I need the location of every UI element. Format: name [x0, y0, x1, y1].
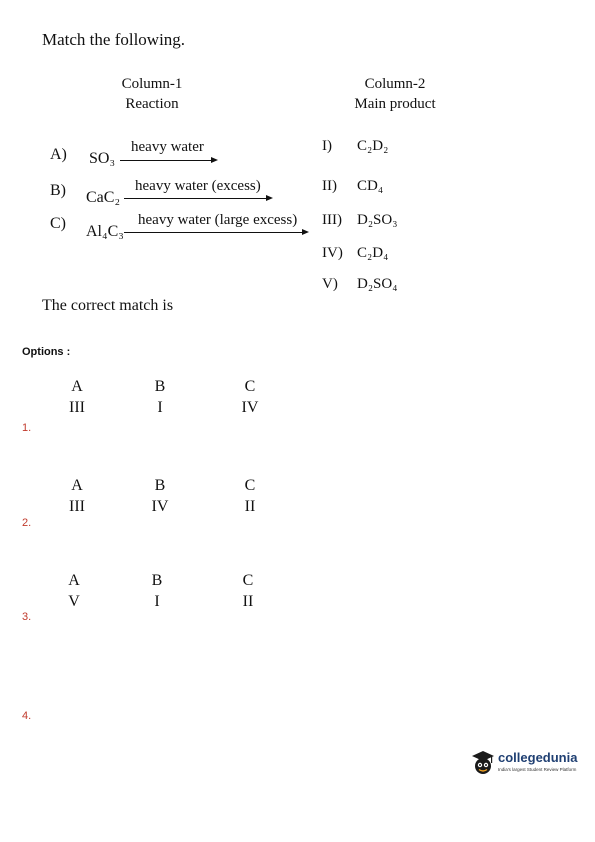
reaction-a-reactant: SO₃ — [89, 150, 116, 167]
option-1-header-b: B — [154, 378, 166, 395]
reaction-b-arrow-head-icon — [266, 195, 273, 201]
option-3-value-b: I — [154, 593, 160, 610]
reaction-c-arrow-head-icon — [302, 229, 309, 235]
logo-tagline: India's largest Student Review Platform — [498, 767, 577, 772]
option-3-header-c: C — [242, 572, 254, 589]
reaction-a-label: A) — [50, 146, 67, 163]
reaction-c-reagent: heavy water (large excess) — [138, 212, 298, 228]
options-label: Options : — [22, 346, 71, 358]
product-4-formula: C₂D₄ — [357, 245, 389, 261]
logo-name: collegedunia — [498, 750, 578, 765]
reaction-c-reactant: Al₄C₃ — [86, 223, 124, 240]
column-2-subtitle: Main product — [354, 96, 436, 112]
product-1-label: I) — [322, 138, 332, 154]
reaction-b-reagent: heavy water (excess) — [135, 178, 261, 194]
column-1-subtitle: Reaction — [125, 96, 179, 112]
product-5-label: V) — [322, 276, 338, 292]
option-3-value-c: II — [242, 593, 254, 610]
option-2-header-c: C — [244, 477, 256, 494]
product-2-formula: CD₄ — [357, 178, 384, 194]
reaction-b-arrow-shaft — [124, 198, 267, 199]
option-3-header-b: B — [151, 572, 163, 589]
product-2-label: II) — [322, 178, 337, 194]
product-3-formula: D₂SO₃ — [357, 212, 398, 228]
option-1-value-c: IV — [241, 399, 259, 416]
option-1-value-a: III — [69, 399, 85, 416]
option-1-header-a: A — [71, 378, 83, 395]
option-2-value-a: III — [69, 498, 85, 515]
option-1-value-b: I — [157, 399, 163, 416]
option-2-header-b: B — [154, 477, 166, 494]
option-2-value-c: II — [244, 498, 256, 515]
product-1-formula: C₂D₂ — [357, 138, 389, 154]
option-2-number[interactable]: 2. — [22, 517, 32, 529]
reaction-a-reagent: heavy water — [131, 139, 204, 155]
option-1-header-c: C — [244, 378, 256, 395]
question-title: Match the following. — [42, 30, 186, 49]
option-2-header-a: A — [71, 477, 83, 494]
reaction-c-label: C) — [50, 215, 66, 232]
column-2-heading — [350, 74, 440, 114]
option-3-header-a: A — [68, 572, 80, 589]
reaction-a-arrow-head-icon — [211, 157, 218, 163]
graduate-mascot-icon — [470, 748, 498, 778]
option-2-value-b: IV — [151, 498, 169, 515]
column-1-title: Column-1 — [121, 76, 183, 92]
column-1-heading — [112, 74, 192, 114]
product-3-label: III) — [322, 212, 342, 228]
option-3-value-a: V — [68, 593, 80, 610]
answer-prompt: The correct match is — [42, 297, 174, 314]
product-5-formula: D₂SO₄ — [357, 276, 398, 292]
option-1-number[interactable]: 1. — [22, 422, 32, 434]
option-4-number[interactable]: 4. — [22, 710, 32, 722]
product-4-label: IV) — [322, 245, 343, 261]
reaction-b-reactant: CaC₂ — [86, 189, 121, 206]
column-2-title: Column-2 — [364, 76, 426, 92]
reaction-c-arrow-shaft — [124, 232, 303, 233]
reaction-b-label: B) — [50, 182, 66, 199]
option-3-number[interactable]: 3. — [22, 611, 32, 623]
reaction-a-arrow-shaft — [120, 160, 212, 161]
